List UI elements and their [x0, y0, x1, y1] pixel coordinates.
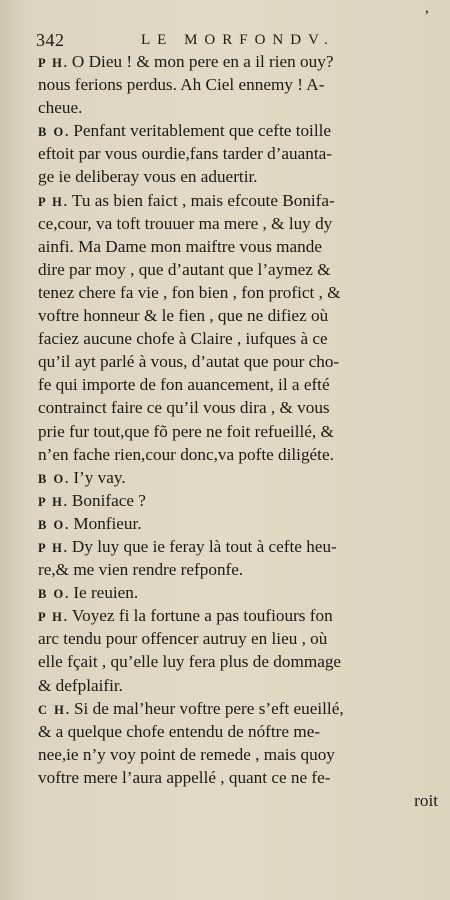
text-line: [38, 512, 438, 535]
line-text: elle fçait , qu’elle luy fera plus de dommage: [38, 652, 342, 672]
speaker-label: B O.: [38, 471, 71, 486]
line-text: eftoit par vous ourdie,fans tarder d’auanta-: [38, 144, 332, 164]
line-text: & a quelque chofe entendu de nóftre me-: [38, 721, 321, 741]
text-line: [38, 189, 438, 212]
line-text: n’en fache rien,cour donc,va pofte diligéte.: [38, 444, 334, 464]
line-text: tenez chere fa vie , fon bien , fon profict , &: [38, 282, 341, 302]
text-line: [38, 119, 438, 142]
text-line: [38, 535, 438, 558]
text-line: [38, 420, 438, 443]
text-line: [38, 258, 438, 281]
text-line: [38, 766, 438, 789]
speaker-label: P H.: [38, 194, 69, 209]
line-text: prie fur tout,que fõ pere ne foit refueillé, &: [38, 421, 334, 441]
line-text: cheue.: [38, 98, 83, 118]
text-line: [38, 697, 438, 720]
line-text: Penfant veritablement que cefte toille: [73, 121, 332, 141]
text-line: [38, 674, 438, 697]
line-text: nee,ie n’y voy point de remede , mais quoy: [38, 744, 335, 764]
line-text: ce,cour, va toft trouuer ma mere , & luy dy: [38, 213, 333, 233]
speaker-label: P H.: [38, 56, 69, 70]
line-text: Dy luy que ie feray là tout à cefte heu-: [71, 536, 337, 556]
line-text: ge ie deliberay vous en aduertir.: [38, 167, 258, 187]
text-line: [38, 235, 438, 258]
line-text: Si de mal’heur voftre pere s’eft eueillé,: [74, 698, 344, 718]
text-line: [38, 212, 438, 235]
text-line: [38, 327, 438, 350]
line-text: re,& me vien rendre refponfe.: [38, 560, 244, 580]
line-text: dire par moy , que d’autant que l’aymez &: [38, 259, 331, 279]
text-line: [38, 96, 438, 119]
corner-mark: ’: [424, 8, 430, 25]
text-line: [38, 489, 438, 512]
line-text: roit: [414, 791, 438, 810]
speaker-label: B O.: [38, 587, 71, 602]
speaker-label: C H.: [38, 702, 71, 717]
line-text: I’y vay.: [73, 467, 126, 487]
text-line: [38, 50, 438, 73]
text-line: [38, 743, 438, 766]
text-line: [38, 73, 438, 96]
page-header: [36, 8, 436, 52]
text-line: [38, 396, 438, 419]
line-text: arc tendu pour offencer autruy en lieu , où: [38, 629, 328, 649]
text-line: [38, 627, 438, 650]
text-line: [38, 558, 438, 581]
text-line: [38, 650, 438, 673]
line-text: Voyez fi la fortune a pas toufiours fon: [71, 606, 333, 626]
line-text: contrainct faire ce qu’il vous dira , & vous: [38, 398, 330, 418]
speaker-label: B O.: [38, 125, 71, 140]
speaker-label: P H.: [38, 494, 69, 509]
text-line: [38, 350, 438, 373]
text-line: [38, 720, 438, 743]
line-text: voftre mere l’aura appellé , quant ce ne fe-: [38, 767, 331, 787]
speaker-label: P H.: [38, 610, 69, 625]
text-line: [38, 466, 438, 489]
line-text: voftre honneur & le fien , que ne difiez où: [38, 306, 329, 326]
speaker-label: B O.: [38, 517, 71, 532]
line-text: nous ferions perdus. Ah Ciel ennemy ! A-: [38, 75, 325, 95]
text-line: [38, 581, 438, 604]
running-title: LE MORFONDV.: [141, 32, 335, 48]
line-text: Tu as bien faict , mais efcoute Bonifa-: [71, 190, 335, 210]
dialogue-text: [38, 50, 438, 812]
text-line: [38, 281, 438, 304]
text-line: [38, 165, 438, 188]
line-text: Monfieur.: [73, 513, 142, 533]
line-text: O Dieu ! & mon pere en a il rien ouy?: [71, 52, 334, 71]
line-text: ainfi. Ma Dame mon maiftre vous mande: [38, 236, 322, 256]
text-line: [38, 142, 438, 165]
line-text: & defplaifir.: [38, 675, 123, 695]
text-line: [38, 373, 438, 396]
line-text: Boniface ?: [71, 490, 146, 510]
text-line: [38, 604, 438, 627]
line-text: Ie reuien.: [73, 583, 139, 603]
line-text: faciez aucune chofe à Claire , iufques à ce: [38, 329, 328, 349]
text-line: [38, 443, 438, 466]
text-line: [38, 304, 438, 327]
page-number: 342: [36, 30, 65, 50]
line-text: fe qui importe de fon auancement, il a efté: [38, 375, 330, 395]
line-text: qu’il ayt parlé à vous, d’autat que pour cho-: [38, 352, 340, 372]
speaker-label: P H.: [38, 540, 69, 555]
text-line: [38, 789, 438, 812]
